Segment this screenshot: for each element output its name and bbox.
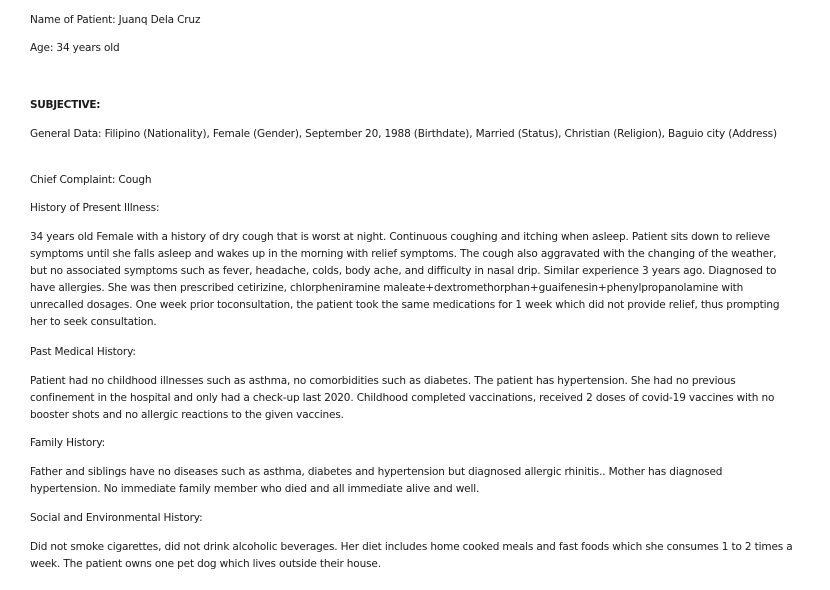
hpi-label: History of Present Illness: [30,202,160,214]
document-page [30,0,800,590]
hpi-paragraph: 34 years old Female with a history of dry cough that is worst at night. Continuous coughing and itching when asleep. Patient sits down to relieve symptoms until she falls asleep and wakes up in the morning with relief symptoms. The cough also aggravated with the changing of the weather, but no associated symptoms such as fever, headache, colds, body ache, and difficulty in nasal drip. Similar experience 3 years ago. Diagnosed to have allergies. She was then prescribed cetirizine, chlorpheniramine maleate+dextromethorphan+guaifenesin+phenylpropanolamine with unrecalled dosages. One week prior toconsultation, the patient took the same medications for 1 week which did not provide relief, thus prompting her to seek consultation. [30,231,780,328]
patient-name: Name of Patient: Juanq Dela Cruz [30,14,201,26]
social-history-paragraph: Did not smoke cigarettes, did not drink alcoholic beverages. Her diet includes home cooked meals and fast foods which she consumes 1 to 2 times a week. The patient owns one pet dog which lives outside their house. [30,541,793,570]
family-history-paragraph: Father and siblings have no diseases such as asthma, diabetes and hypertension but diagnosed allergic rhinitis.. Mother has diagnosed hypertension. No immediate family member who died and all immediate alive and well. [30,466,723,495]
general-data: General Data: Filipino (Nationality), Female (Gender), September 20, 1988 (Birthdate), Married (Status), Christian (Religion), Baguio city (Address) [30,128,777,140]
pmh-label: Past Medical History: [30,346,136,358]
subjective-heading: SUBJECTIVE: [30,99,101,111]
family-history-label: Family History: [30,437,106,449]
pmh-paragraph: Patient had no childhood illnesses such as asthma, no comorbidities such as diabetes. The patient has hypertension. She had no previous confinement in the hospital and only had a check-up last 2020. Childhood completed vaccinations, received 2 doses of covid-19 vaccines with no booster shots and no allergic reactions to the given vaccines. [30,375,775,421]
social-history-label: Social and Environmental History: [30,512,203,524]
patient-age: Age: 34 years old [30,42,120,54]
chief-complaint: Chief Complaint: Cough [30,174,152,186]
